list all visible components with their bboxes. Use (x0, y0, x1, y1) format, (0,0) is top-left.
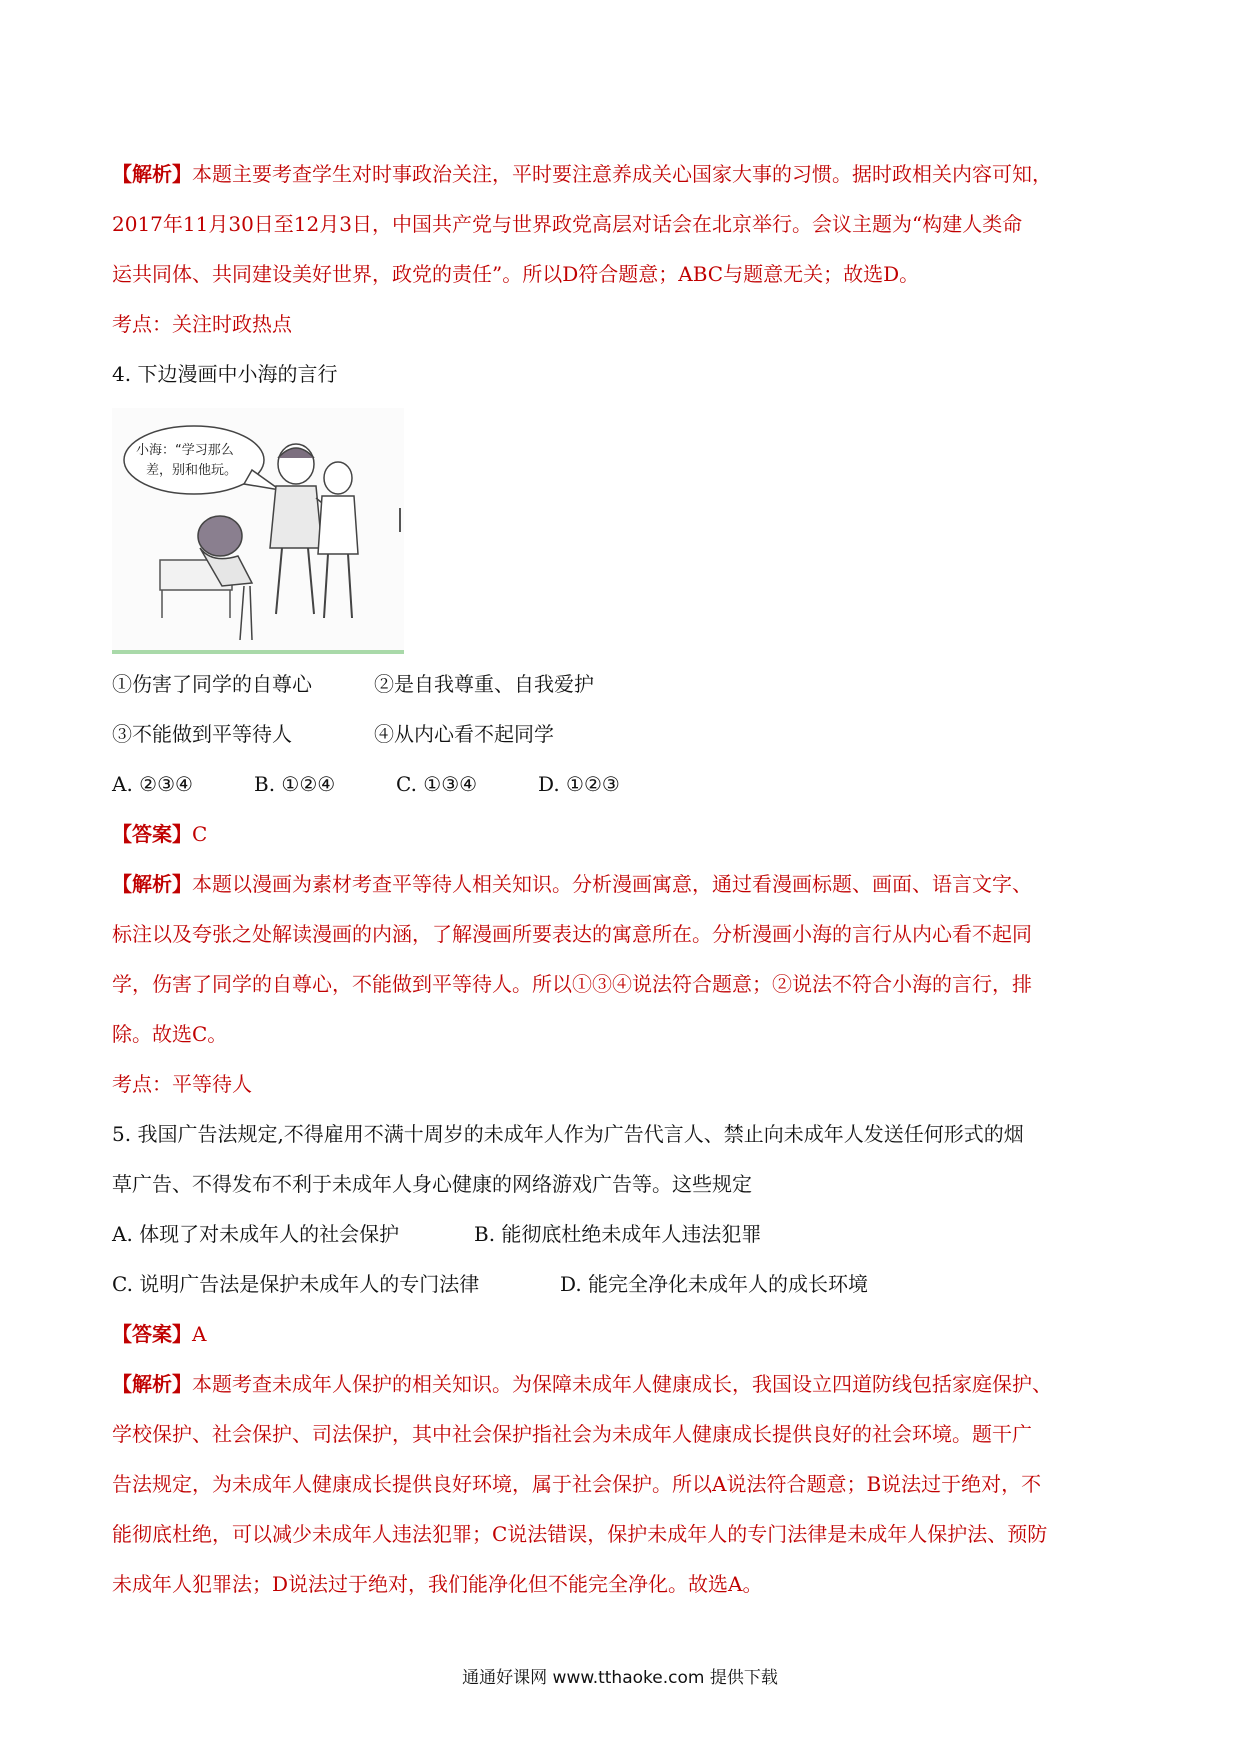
q4-choices (112, 770, 620, 798)
q4-options-row-1 (112, 670, 594, 698)
q5-answer (112, 1320, 206, 1348)
q3-analysis-line-2: 2017年11月30日至12月3日，中国共产党与世界政党高层对话会在北京举行。会议主题为“构建人类命 (112, 212, 1023, 236)
q4-options-row-2 (112, 720, 554, 748)
q5-analysis-line-5: 未成年人犯罪法；D说法过于绝对，我们能净化但不能完全净化。故选A。 (112, 1572, 763, 1596)
cartoon-illustration (112, 408, 404, 650)
q5-analysis-tag: 【解析】 (112, 1372, 192, 1396)
q4-stem: 4. 下边漫画中小海的言行 (112, 362, 338, 386)
q4-cartoon (112, 408, 404, 654)
friend-figure (318, 462, 358, 618)
q3-analysis-line-1: 【解析】本题主要考查学生对时事政治关注，平时要注意养成关心国家大事的习惯。据时政相关内容可知， (112, 162, 1052, 186)
q5-options-row-2 (112, 1270, 868, 1298)
q5-analysis-line-4: 能彻底杜绝，可以减少未成年人违法犯罪；C说法错误，保护未成年人的专门法律是未成年人保护法、预防 (112, 1522, 1048, 1546)
q5-answer-value: A (192, 1322, 207, 1346)
q4-answer-tag: 【答案】 (112, 822, 192, 846)
q4-analysis-tag: 【解析】 (112, 872, 192, 896)
q4-kaodian: 考点：平等待人 (112, 1072, 252, 1096)
q4-analysis-line-3: 学，伤害了同学的自尊心，不能做到平等待人。所以①③④说法符合题意；②说法不符合小海的言行，排 (112, 972, 1032, 996)
speech-bubble (124, 426, 264, 494)
q4-answer-value: C (192, 822, 208, 846)
q3-kaodian: 考点：关注时政热点 (112, 312, 292, 336)
q4-analysis-line-1: 【解析】本题以漫画为素材考查平等待人相关知识。分析漫画寓意，通过看漫画标题、画面、语言文字、 (112, 872, 1032, 896)
q5-stem-line-1: 5. 我国广告法规定,不得雇用不满十周岁的未成年人作为广告代言人、禁止向未成年人发送任何形式的烟 (112, 1122, 1024, 1146)
q5-analysis-line-2: 学校保护、社会保护、司法保护，其中社会保护指社会为未成年人健康成长提供良好的社会环境。题干广 (112, 1422, 1032, 1446)
q5-options-row-1 (112, 1220, 761, 1248)
q4-choice-b: B. ①②④ (254, 772, 336, 796)
q5-analysis-line-1: 【解析】本题考查未成年人保护的相关知识。为保障未成年人健康成长，我国设立四道防线包括家庭保护、 (112, 1372, 1052, 1396)
q4-option-1: ①伤害了同学的自尊心 (112, 672, 312, 696)
q5-option-c: C. 说明广告法是保护未成年人的专门法律 (112, 1272, 480, 1296)
q5-option-b: B. 能彻底杜绝未成年人违法犯罪 (474, 1222, 762, 1246)
q5-option-a: A. 体现了对未成年人的社会保护 (112, 1222, 400, 1246)
q5-analysis-line-3: 告法规定，为未成年人健康成长提供良好环境，属于社会保护。所以A说法符合题意；B说法过于绝对，不 (112, 1472, 1042, 1496)
q5-stem-line-2: 草广告、不得发布不利于未成年人身心健康的网络游戏广告等。这些规定 (112, 1172, 752, 1196)
q4-choice-d: D. ①②③ (538, 772, 620, 796)
q4-choice-a: A. ②③④ (112, 772, 193, 796)
q4-choice-c: C. ①③④ (396, 772, 478, 796)
speech-text-2: 差，别和他玩。 (146, 463, 238, 478)
q4-option-2: ②是自我尊重、自我爱护 (374, 672, 594, 696)
q4-analysis-line-4: 除。故选C。 (112, 1022, 228, 1046)
page-footer: 通通好课网 www.tthaoke.com 提供下载 (462, 1668, 778, 1688)
q3-analysis-line-3: 运共同体、共同建设美好世界，政党的责任”。所以D符合题意；ABC与题意无关；故选D。 (112, 262, 920, 286)
q5-answer-tag: 【答案】 (112, 1322, 192, 1346)
q4-analysis-line-2: 标注以及夸张之处解读漫画的内涵，了解漫画所要表达的寓意所在。分析漫画小海的言行从内心看不起同 (112, 922, 1032, 946)
q4-answer (112, 820, 207, 848)
q4-option-4: ④从内心看不起同学 (374, 722, 554, 746)
q5-option-d: D. 能完全净化未成年人的成长环境 (560, 1272, 869, 1296)
q4-option-3: ③不能做到平等待人 (112, 722, 292, 746)
speech-text-1: 小海：“学习那么 (136, 443, 234, 458)
q3-analysis-tag: 【解析】 (112, 162, 192, 186)
